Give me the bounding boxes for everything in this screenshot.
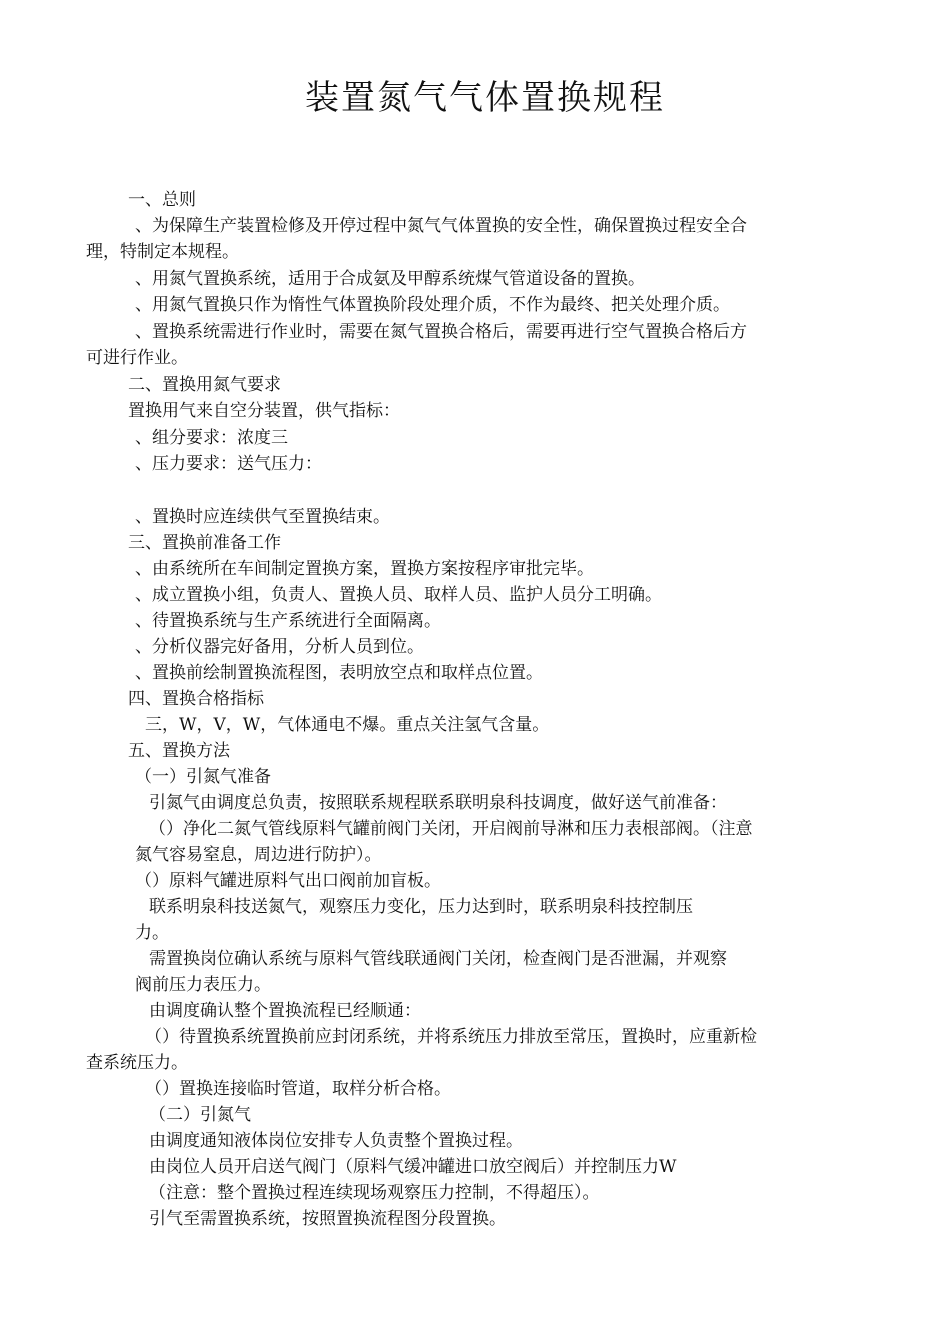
- paragraph-line: 氮气容易窒息，周边进行防护）。: [135, 845, 382, 865]
- paragraph-line: 、压力要求：送气压力：: [135, 454, 322, 474]
- paragraph-line: （）净化二氮气管线原料气罐前阀门关闭，开启阀前导淋和压力表根部阀。（注意: [149, 819, 753, 839]
- section-heading: 四、置换合格指标: [128, 689, 264, 709]
- paragraph-line: （）原料气罐进原料气出口阀前加盲板。: [135, 871, 441, 891]
- page-title: 装置氮气气体置换规程: [305, 78, 665, 118]
- paragraph-line: （）置换连接临时管道，取样分析合格。: [145, 1079, 451, 1099]
- paragraph-line: （注意：整个置换过程连续现场观察压力控制，不得超压）。: [149, 1183, 600, 1203]
- paragraph-line: 可进行作业。: [86, 348, 188, 368]
- paragraph-line: 引气至需置换系统，按照置换流程图分段置换。: [149, 1209, 506, 1229]
- paragraph-line: 、置换前绘制置换流程图，表明放空点和取样点位置。: [135, 663, 543, 683]
- paragraph-line: 置换用气来自空分装置，供气指标：: [128, 401, 400, 421]
- paragraph-line: 阀前压力表压力。: [135, 975, 271, 995]
- paragraph-line: 、由系统所在车间制定置换方案，置换方案按程序审批完毕。: [135, 559, 594, 579]
- paragraph-line: 联系明泉科技送氮气，观察压力变化，压力达到时，联系明泉科技控制压: [149, 897, 693, 917]
- paragraph-line: 力。: [135, 923, 169, 943]
- subsection-heading: （一）引氮气准备: [135, 767, 271, 787]
- paragraph-line: 由岗位人员开启送气阀门（原料气缓冲罐进口放空阀后）并控制压力W: [149, 1157, 677, 1177]
- paragraph-line: 、待置换系统与生产系统进行全面隔离。: [135, 611, 441, 631]
- paragraph-line: 、为保障生产装置检修及开停过程中氮气气体置换的安全性，确保置换过程安全合: [135, 216, 747, 236]
- section-heading: 二、置换用氮气要求: [128, 375, 281, 395]
- paragraph-line: 需置换岗位确认系统与原料气管线联通阀门关闭，检查阀门是否泄漏，并观察: [149, 949, 727, 969]
- subsection-heading: （二）引氮气: [149, 1105, 251, 1125]
- paragraph-line: 、组分要求：浓度三: [135, 428, 288, 448]
- paragraph-line: 、用氮气置换只作为惰性气体置换阶段处理介质，不作为最终、把关处理介质。: [135, 295, 730, 315]
- paragraph-line: 查系统压力。: [86, 1053, 188, 1073]
- section-heading: 三、置换前准备工作: [128, 533, 281, 553]
- paragraph-line: 三，W，V，W，气体通电不爆。重点关注氢气含量。: [145, 715, 550, 735]
- section-heading: 一、总则: [128, 190, 196, 210]
- paragraph-line: 引氮气由调度总负责，按照联系规程联系联明泉科技调度，做好送气前准备：: [149, 793, 727, 813]
- paragraph-line: 由调度通知液体岗位安排专人负责整个置换过程。: [149, 1131, 523, 1151]
- paragraph-line: 、分析仪器完好备用，分析人员到位。: [135, 637, 424, 657]
- paragraph-line: 、成立置换小组，负责人、置换人员、取样人员、监护人员分工明确。: [135, 585, 662, 605]
- paragraph-line: 由调度确认整个置换流程已经顺通：: [149, 1001, 421, 1021]
- paragraph-line: （）待置换系统置换前应封闭系统，并将系统压力排放至常压，置换时，应重新检: [145, 1027, 757, 1047]
- section-heading: 五、置换方法: [128, 741, 230, 761]
- paragraph-line: 、置换系统需进行作业时，需要在氮气置换合格后，需要再进行空气置换合格后方: [135, 322, 747, 342]
- paragraph-line: 、置换时应连续供气至置换结束。: [135, 507, 390, 527]
- paragraph-line: 理，特制定本规程。: [86, 242, 239, 262]
- paragraph-line: 、用氮气置换系统，适用于合成氨及甲醇系统煤气管道设备的置换。: [135, 269, 645, 289]
